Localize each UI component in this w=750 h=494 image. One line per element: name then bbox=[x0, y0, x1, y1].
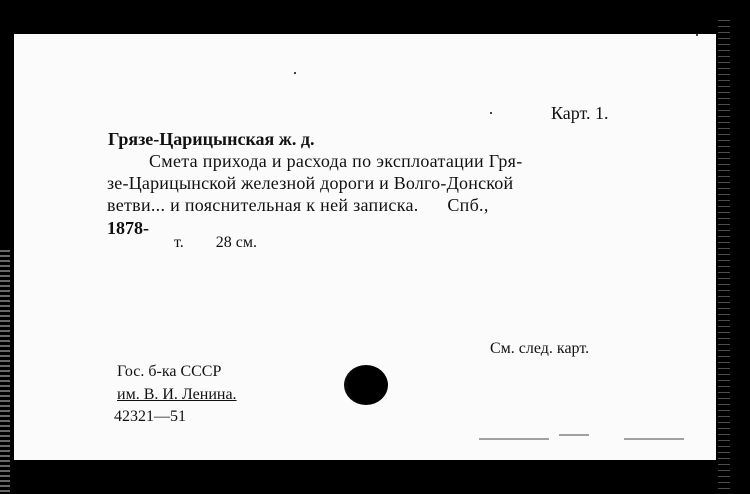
year: 1878- bbox=[107, 218, 149, 238]
scan-noise bbox=[624, 438, 684, 440]
body-line-3: ветви... и пояснительная к ней записка. Спб., bbox=[107, 195, 489, 215]
scan-noise bbox=[479, 438, 549, 440]
card-heading: Грязе-Царицынская ж. д. bbox=[108, 129, 315, 149]
see-next-card: См. след. карт. bbox=[490, 340, 590, 357]
scan-noise bbox=[294, 72, 296, 74]
scan-edge-left bbox=[0, 250, 10, 494]
body-line-2: зе-Царицынской железной дороги и Волго-Донской bbox=[107, 173, 514, 193]
card-number: Карт. 1. bbox=[551, 103, 609, 123]
stamp-line-2: им. В. И. Ленина. bbox=[117, 386, 237, 403]
stamp-line-1: Гос. б-ка СССР bbox=[117, 363, 222, 380]
stamp-line-3: 42321—51 bbox=[114, 408, 186, 425]
format-line: т. 28 см. bbox=[174, 234, 258, 251]
scan-edge-right bbox=[718, 20, 730, 490]
body-line-1: Смета прихода и расхода по эксплоатации Гря- bbox=[149, 151, 523, 171]
scan-noise bbox=[696, 34, 698, 36]
scan-noise bbox=[559, 434, 589, 436]
card-punch-hole bbox=[344, 365, 388, 405]
scan-noise bbox=[490, 112, 492, 114]
